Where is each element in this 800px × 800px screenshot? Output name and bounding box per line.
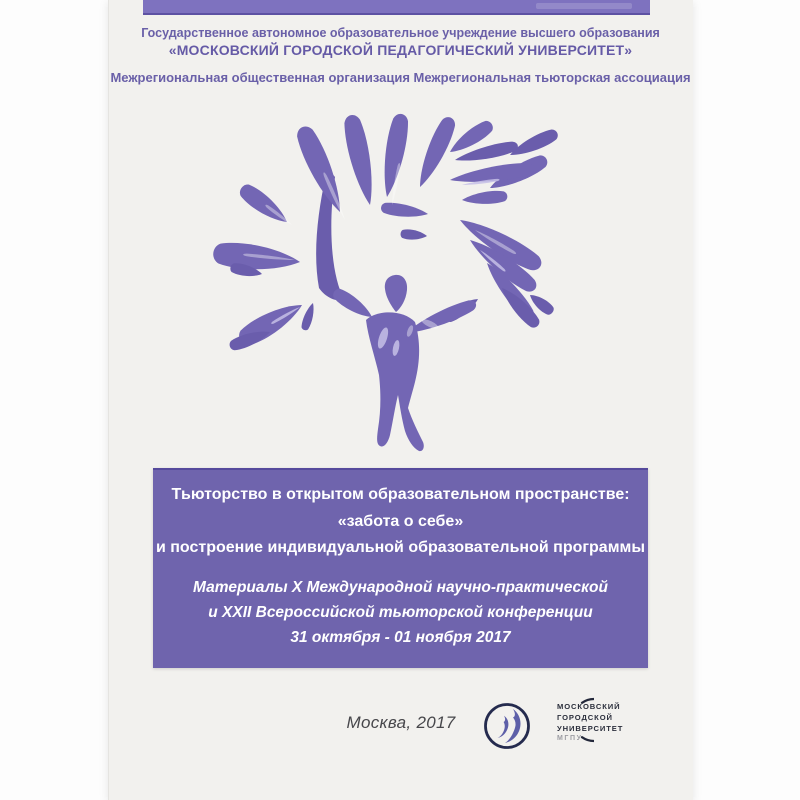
dolphins-circle-logo-icon (482, 701, 532, 751)
title-line-3: и построение индивидуальной образовательной программы (155, 539, 646, 556)
university-logo-line-4: МГПУ (557, 735, 583, 743)
university-logo-text (557, 702, 677, 744)
university-logo-line-3: УНИВЕРСИТЕТ (557, 723, 624, 733)
title-line-1: Тьюторство в открытом образовательном пространстве: (171, 486, 630, 503)
university-logo-line-1: МОСКОВСКИЙ (557, 702, 621, 711)
institution-line: Государственное автономное образовательное учреждение высшего образования (141, 26, 660, 40)
subtitle-line-3: 31 октября - 01 ноября 2017 (290, 628, 511, 646)
university-name-line: «МОСКОВСКИЙ ГОРОДСКОЙ ПЕДАГОГИЧЕСКИЙ УНИВЕРСИТЕТ» (168, 42, 633, 58)
association-line: Межрегиональная общественная организация Межрегиональная тьюторская ассоциация (110, 70, 691, 85)
book-subtitle (153, 575, 648, 650)
title-banner (153, 468, 648, 668)
city-year: Москва, 2017 (346, 713, 456, 732)
university-logo-line-2: ГОРОДСКОЙ (557, 712, 613, 722)
top-accent-bar (143, 0, 650, 15)
book-title (153, 482, 648, 562)
tree-person-illustration (180, 95, 620, 465)
book-cover (108, 0, 693, 800)
title-line-2: «забота о себе» (337, 512, 464, 530)
person-figure (330, 275, 478, 451)
subtitle-line-2: и XXII Всероссийской тьюторской конференции (208, 603, 593, 621)
top-bar-faint-marks (536, 3, 632, 9)
subtitle-line-1: Материалы X Международной научно-практической (193, 578, 608, 596)
